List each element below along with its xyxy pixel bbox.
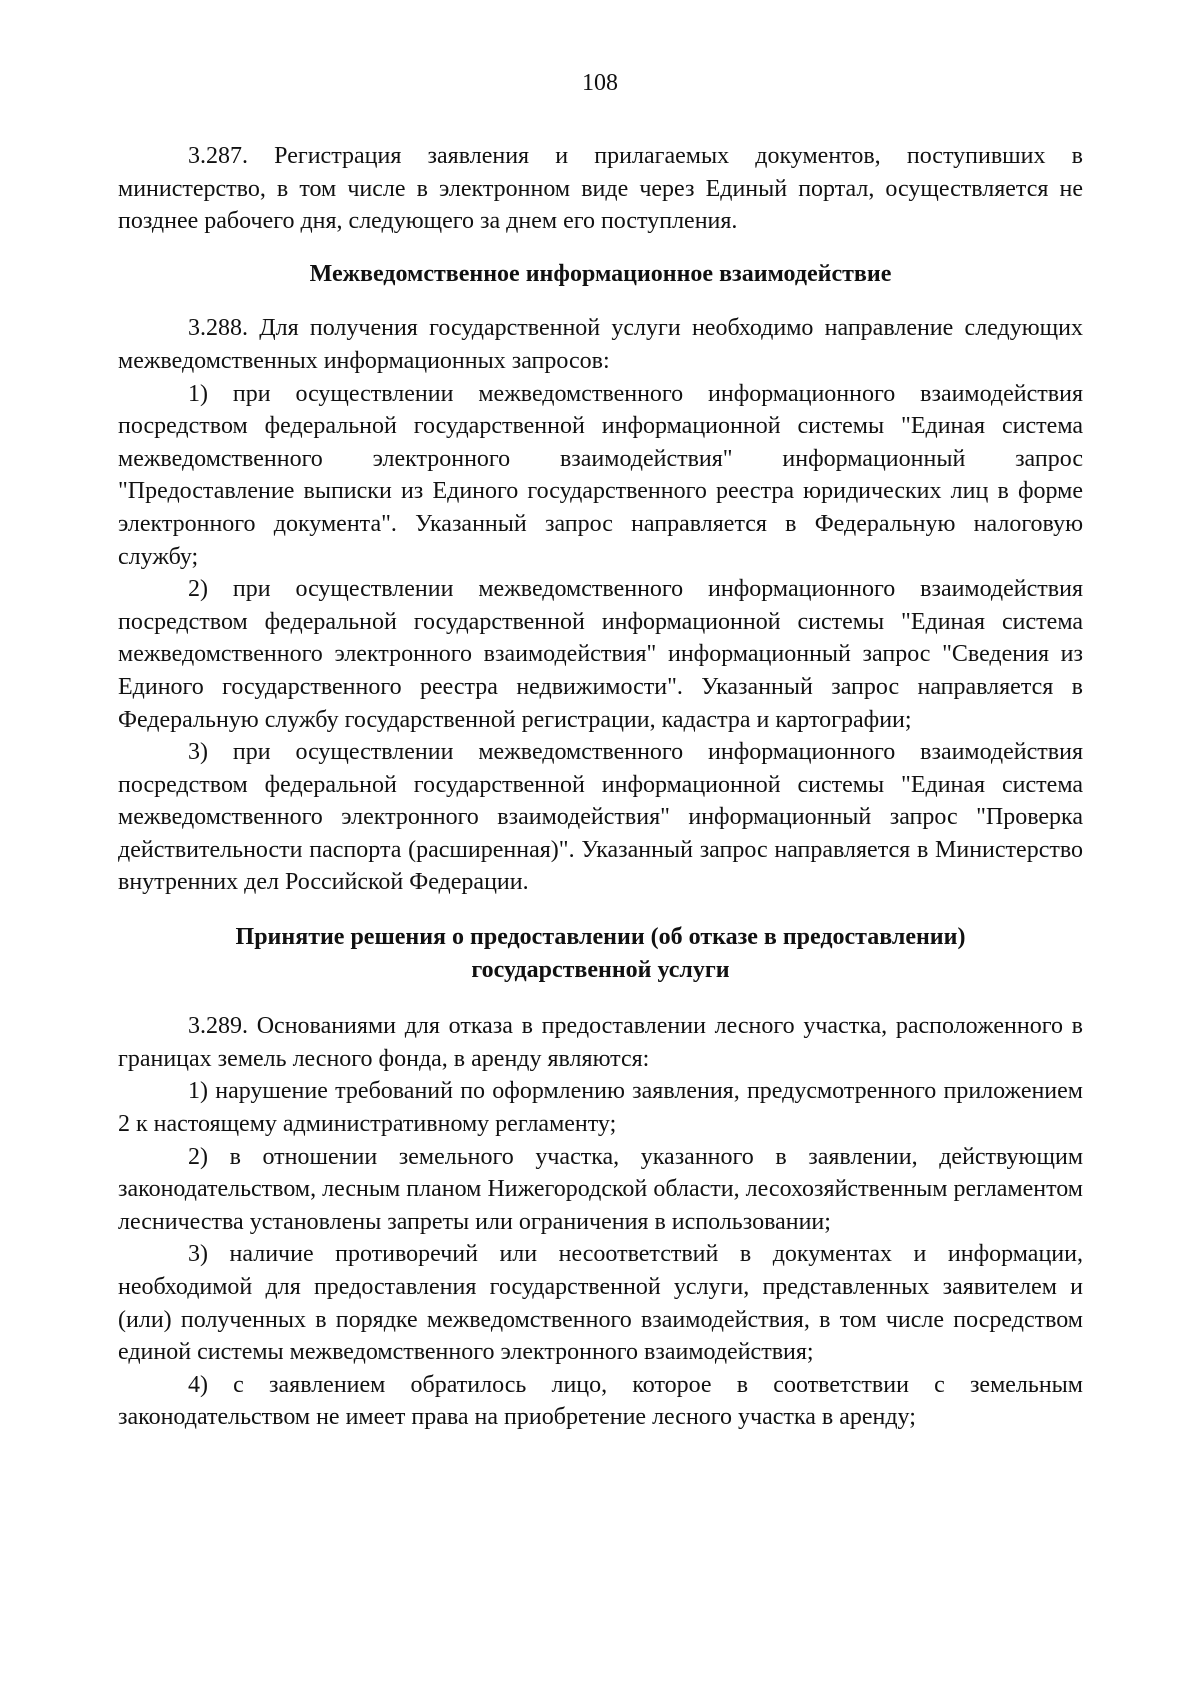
paragraph-3-289-item-4: 4) с заявлением обратилось лицо, которое в соответствии с земельным законодательством не имеет права на приобретение лесного участка в аренду; — [118, 1371, 1083, 1431]
section-heading-decision — [118, 921, 1083, 986]
paragraph-3-288-item-1: 1) при осуществлении межведомственного информационного взаимодействия посредством федеральной государственной информационной системы "Единая система межведомственного электронного взаимодействия" информационный запрос "Предоставление выписки из Единого государственного реестра юридических лиц в форме электронного документа". Указанный запрос направляется в Федеральную налоговую службу; — [118, 380, 1083, 570]
section-heading-decision-line2: государственной услуги — [471, 956, 730, 983]
paragraph-3-288-item-3: 3) при осуществлении межведомственного информационного взаимодействия посредством федеральной государственной информационной системы "Единая система межведомственного электронного взаимодействия" информационный запрос "Проверка действительности паспорта (расширенная)". Указанный запрос направляется в Министерство внутренних дел Российской Федерации. — [118, 739, 1083, 896]
page-number: 108 — [582, 70, 618, 96]
paragraph-3-289-item-1: 1) нарушение требований по оформлению заявления, предусмотренного приложением 2 к настоящему административному регламенту; — [118, 1078, 1083, 1138]
paragraph-3-287: 3.287. Регистрация заявления и прилагаемых документов, поступивших в министерство, в том числе в электронном виде через Единый портал, осуществляется не позднее рабочего дня, следующего за днем его поступления. — [118, 143, 1083, 235]
section-heading-interagency: Межведомственное информационное взаимодействие — [309, 260, 892, 287]
paragraph-3-288-item-2: 2) при осуществлении межведомственного информационного взаимодействия посредством федеральной государственной информационной системы "Единая система межведомственного электронного взаимодействия" информационный запрос "Сведения из Единого государственного реестра недвижимости". Указанный запрос направляется в Федеральную службу государственной регистрации, кадастра и картографии; — [118, 576, 1083, 733]
paragraph-3-288: 3.288. Для получения государственной услуги необходимо направление следующих межведомственных информационных запросов: — [118, 315, 1083, 374]
paragraph-3-289-item-2: 2) в отношении земельного участка, указанного в заявлении, действующим законодательством, лесным планом Нижегородской области, лесохозяйственным регламентом лесничества установлены запреты или ограничения в использовании; — [118, 1143, 1083, 1235]
document-body — [118, 140, 1083, 1434]
paragraph-3-289: 3.289. Основаниями для отказа в предоставлении лесного участка, расположенного в границах земель лесного фонда, в аренду являются: — [118, 1013, 1083, 1072]
paragraph-3-289-item-3: 3) наличие противоречий или несоответствий в документах и информации, необходимой для предоставления государственной услуги, представленных заявителем и (или) полученных в порядке межведомственного взаимодействия, в том числе посредством единой системы межведомственного электронного взаимодействия; — [118, 1241, 1083, 1366]
section-heading-decision-line1: Принятие решения о предоставлении (об отказе в предоставлении) — [235, 924, 966, 951]
